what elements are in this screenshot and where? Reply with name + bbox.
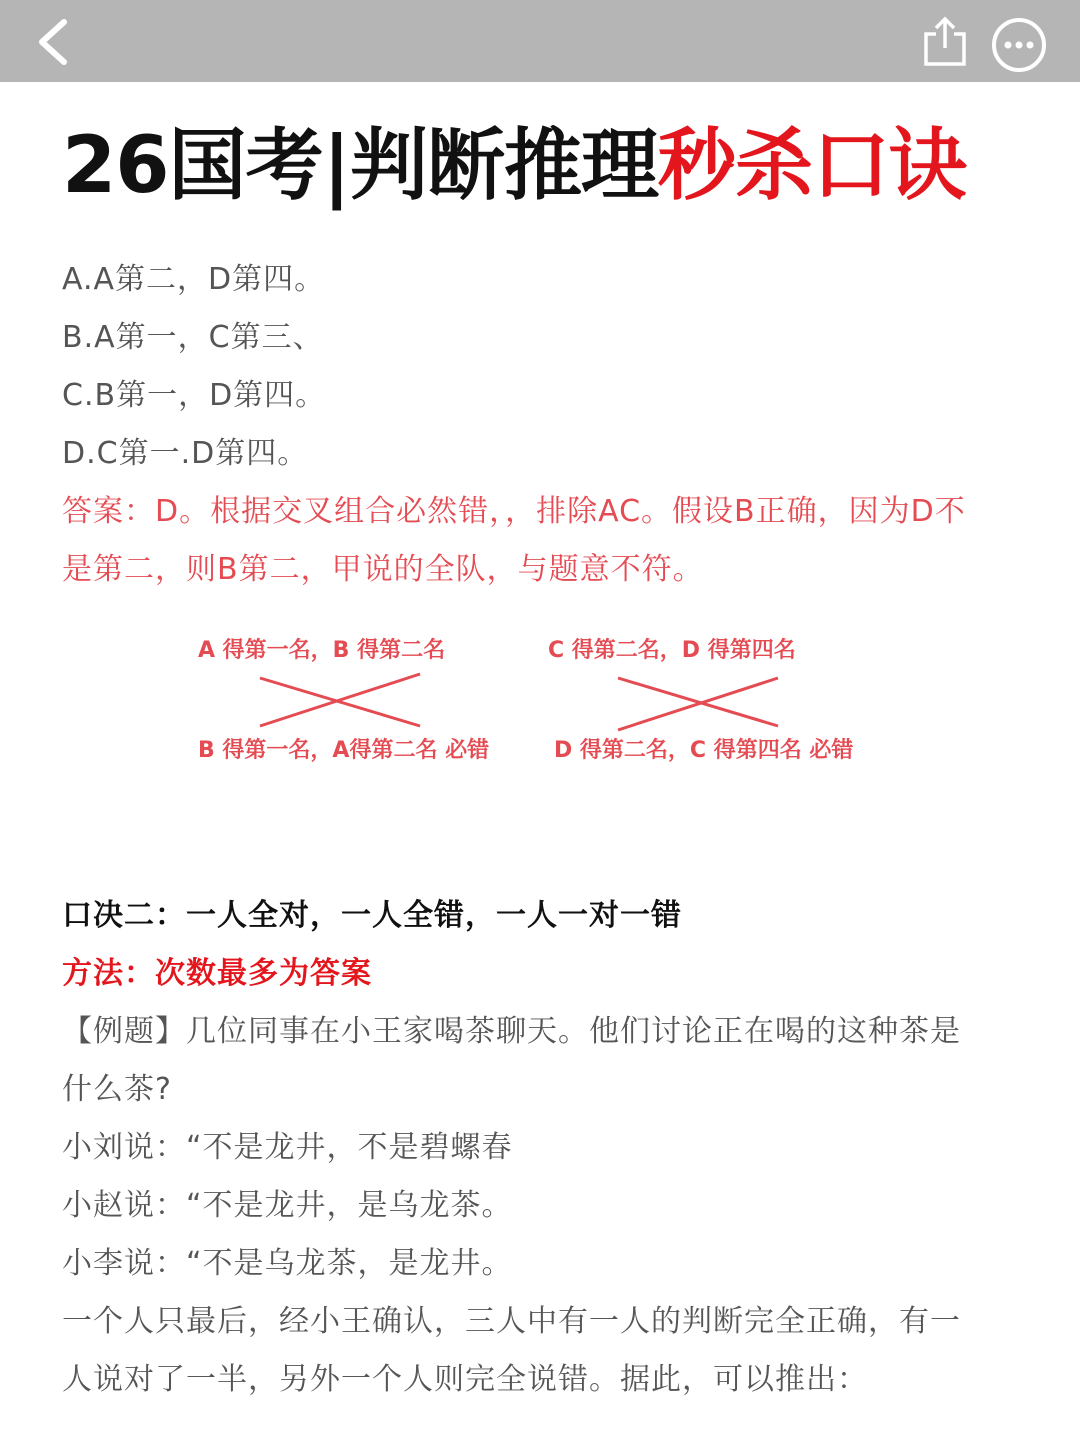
condition-line-2: 人说对了一半，另外一个人则完全说错。据此，可以推出： [62, 1362, 868, 1397]
cross-combination-diagram [0, 620, 1080, 790]
chevron-left-icon [22, 12, 82, 72]
option-a: A.A第二，D第四。 [62, 262, 326, 297]
page-title [62, 114, 1042, 218]
condition-line-1: 一个人只最后，经小王确认，三人中有一人的判断完全正确，有一 [62, 1304, 961, 1339]
method-line: 方法：次数最多为答案 [62, 956, 372, 991]
more-icon [990, 16, 1048, 74]
page-title-red: 秒杀口诀 [658, 121, 967, 211]
option-b: B.A第一，C第三、 [62, 320, 324, 355]
example-line-2: 什么茶? [62, 1072, 172, 1107]
diagram-left-top-label: A 得第一名，B 得第二名 [198, 638, 446, 663]
back-button[interactable] [22, 12, 82, 72]
more-options-button[interactable] [990, 16, 1048, 74]
answer-line-1: 答案：D。根据交叉组合必然错，，排除AC。假设B正确，因为D不 [62, 494, 966, 529]
option-d: D.C第一.D第四。 [62, 436, 309, 471]
share-button[interactable] [918, 14, 972, 70]
statement-li: 小李说：“不是乌龙茶，是龙井。 [62, 1246, 513, 1281]
diagram-right-top-label: C 得第二名，D 得第四名 [548, 638, 796, 663]
diagram-left-bottom-label: B 得第一名，A得第二名 必错 [198, 738, 490, 763]
diagram-right-bottom-label: D 得第二名，C 得第四名 必错 [554, 738, 854, 763]
diagram-cross-lines [0, 620, 1080, 790]
statement-zhao: 小赵说：“不是龙井，是乌龙茶。 [62, 1188, 513, 1223]
statement-liu: 小刘说：“不是龙井，不是碧螺春 [62, 1130, 513, 1165]
top-nav-bar [0, 0, 1080, 82]
section-heading: 口决二：一人全对，一人全错，一人一对一错 [62, 898, 682, 933]
answer-line-2: 是第二，则B第二，甲说的全队，与题意不符。 [62, 552, 704, 587]
example-line-1: 【例题】几位同事在小王家喝茶聊天。他们讨论正在喝的这种茶是 [62, 1014, 961, 1049]
option-c: C.B第一，D第四。 [62, 378, 327, 413]
page-title-black: 26国考|判断推理 [62, 121, 659, 211]
share-icon [918, 14, 972, 70]
